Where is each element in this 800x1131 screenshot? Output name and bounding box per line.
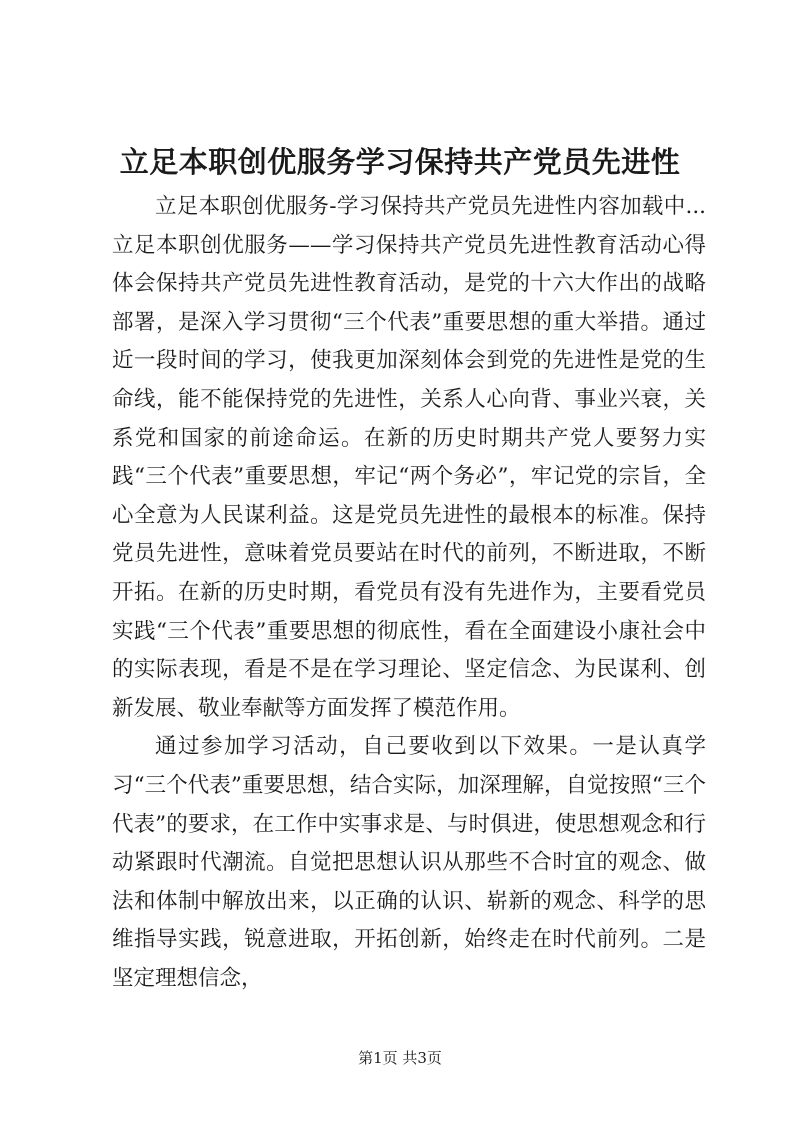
page-number-footer: 第1页 共3页 bbox=[358, 1049, 442, 1067]
document-title: 立足本职创优服务学习保持共产党员先进性 bbox=[119, 145, 681, 179]
document-body bbox=[112, 188, 706, 998]
paragraph-1: 立足本职创优服务-学习保持共产党员先进性内容加载中...立足本职创优服务——学习保持共产党员先进性教育活动心得体会保持共产党员先进性教育活动，是党的十六大作出的战略部署，是深入学习贯彻“三个代表”重要思想的重大举措。通过近一段时间的学习，使我更加深刻体会到党的先进性是党的生命线，能不能保持党的先进性，关系人心向背、事业兴衰，关系党和国家的前途命运。在新的历史时期共产党人要努力实践“三个代表”重要思想，牢记“两个务必”，牢记党的宗旨，全心全意为人民谋利益。这是党员先进性的最根本的标准。保持党员先进性，意味着党员要站在时代的前列，不断进取，不断开拓。在新的历史时期，看党员有没有先进作为，主要看党员实践“三个代表”重要思想的彻底性，看在全面建设小康社会中的实际表现，看是不是在学习理论、坚定信念、为民谋利、创新发展、敬业奉献等方面发挥了模范作用。 bbox=[112, 194, 706, 721]
paragraph-2: 通过参加学习活动，自己要收到以下效果。一是认真学习“三个代表”重要思想，结合实际，加深理解，自觉按照“三个代表”的要求，在工作中实事求是、与时俱进，使思想观念和行动紧跟时代潮流。自觉把思想认识从那些不合时宜的观念、做法和体制中解放出来，以正确的认识、崭新的观念、科学的思维指导实践，锐意进取，开拓创新，始终走在时代前列。二是坚定理想信念， bbox=[112, 734, 706, 991]
